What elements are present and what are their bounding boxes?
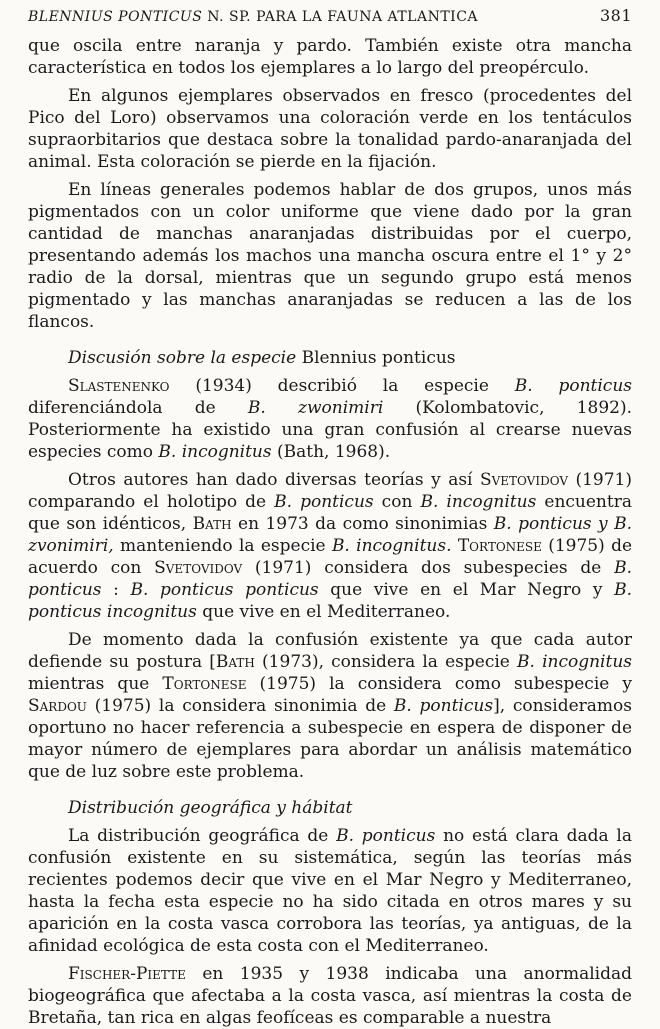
text-run: ], consideramos oportuno no hacer referencia a subespecie en espera de disponer de mayor número de ejemplares para abordar un análisis matemático que de luz sobre este problema. bbox=[28, 696, 632, 782]
species-name: B. ponticus ponticus bbox=[130, 580, 319, 600]
paragraph-distribution bbox=[28, 825, 632, 957]
text-run: con bbox=[373, 492, 421, 512]
author-name: Tortonese bbox=[457, 536, 542, 556]
text-run: (1975) la considera como subespecie y bbox=[246, 674, 632, 694]
text-run: (1973), considera la especie bbox=[254, 652, 518, 672]
text-run: (1971) comparando el holotipo de bbox=[28, 470, 632, 512]
species-name: B. incognitus bbox=[517, 652, 632, 672]
paragraph-coloration-end: que oscila entre naranja y pardo. También existe otra mancha característica en todos los ejemplares a lo largo del preopérculo. bbox=[28, 36, 632, 78]
paragraph-slastenenko bbox=[28, 375, 632, 463]
page-number: 381 bbox=[599, 6, 632, 25]
text-run: en 1935 y 1938 indicaba una anormalidad biogeográfica que afectaba a la costa vasca, así mientras la costa de Bretaña, tan rica en algas feofíceas es comparable a nuestra bbox=[28, 964, 632, 1028]
text-run: encuentra que son idénticos, bbox=[28, 492, 632, 534]
section-heading-discussion bbox=[68, 347, 632, 369]
species-name: B. ponticus bbox=[28, 558, 632, 600]
species-name: B. ponticus bbox=[274, 492, 374, 512]
running-title-species: BLENNIUS PONTICUS bbox=[28, 9, 203, 25]
species-name: B. zwonimiri bbox=[247, 398, 384, 418]
species-name: B. incognitus bbox=[158, 442, 272, 462]
species-name: B. ponticus y B. zvonimiri, bbox=[28, 514, 632, 556]
text-run: que vive en el Mediterraneo. bbox=[196, 602, 451, 622]
text-run: que vive en el Mar Negro y bbox=[318, 580, 615, 600]
text-run: : bbox=[101, 580, 131, 600]
author-name: Bath bbox=[192, 514, 232, 534]
running-header bbox=[28, 6, 632, 25]
author-name: Tortonese bbox=[162, 674, 247, 694]
text-run: manteniendo la especie bbox=[113, 536, 332, 556]
text-run: (Kolombatovic, 1892). Posteriormente ha existido una gran confusión al crearse nuevas especies como bbox=[28, 398, 632, 462]
paragraph-two-groups: En líneas generales podemos hablar de dos grupos, unos más pigmentados con un color uniforme que viene dado por la gran cantidad de manchas anaranjadas distribuidas por el cuerpo, presentando además los machos una mancha oscura entre el 1° y 2° radio de la dorsal, mientras que un segundo grupo está menos pigmentado y las manchas anaranjadas se reducen a las de los flancos. bbox=[28, 180, 632, 332]
paragraph-other-authors bbox=[28, 469, 632, 623]
text-run: (1975) la considera sinonimia de bbox=[86, 696, 394, 716]
text-run: diferenciándola de bbox=[28, 398, 248, 418]
text-run: De momento dada la confusión existente ya que cada autor defiende su postura [ bbox=[28, 630, 632, 672]
running-title bbox=[28, 9, 478, 25]
section-heading-distribution: Distribución geográfica y hábitat bbox=[68, 798, 353, 818]
author-name: Bath bbox=[215, 652, 255, 672]
heading-discussion-species: Blennius ponticus bbox=[301, 348, 456, 368]
author-name: Fischer-Piette bbox=[68, 964, 186, 984]
text-run: Otros autores han dado diversas teorías y así bbox=[68, 470, 480, 490]
text-run: La distribución geográfica de bbox=[68, 826, 337, 846]
author-name: Svetovidov bbox=[154, 558, 243, 578]
text-run: (Bath, 1968). bbox=[271, 442, 391, 462]
running-title-rest: N. SP. PARA LA FAUNA ATLANTICA bbox=[207, 9, 479, 25]
text-run: en 1973 da como sinonimias bbox=[231, 514, 494, 534]
heading-discussion-italic: Discusión sobre la especie bbox=[68, 348, 297, 368]
paragraph-confusion bbox=[28, 629, 632, 783]
species-name: B. ponticus bbox=[336, 826, 436, 846]
text-run: (1934) describió la especie bbox=[169, 376, 515, 396]
text-run: no está clara dada la confusión existente en su sistemática, según las teorías más recientes podemos decir que vive en el Mar Negro y Mediterraneo, hasta la fecha esta especie no ha sido citada en otros mares y su aparición en la costa vasca corrobora las teorías, ya antiguas, de la afinidad ecológica de esta costa con el Mediterraneo. bbox=[28, 826, 632, 956]
species-name: B. ponticus bbox=[393, 696, 494, 716]
author-name: Svetovidov bbox=[479, 470, 568, 490]
text-run: mientras que bbox=[28, 674, 163, 694]
author-name: Slastenenko bbox=[68, 376, 170, 396]
paragraph-fresh-specimens: En algunos ejemplares observados en fresco (procedentes del Pico del Loro) observamos una coloración verde en los tentáculos supraorbitarios que destaca sobre la tonalidad pardo-anaranjada del animal. Esta coloración se pierde en la fijación. bbox=[28, 86, 632, 172]
author-name: Sardou bbox=[28, 696, 87, 716]
species-name: B. incognitus. bbox=[331, 536, 452, 556]
paragraph-fischer-piette bbox=[28, 963, 632, 1029]
text-run: (1975) de acuerdo con bbox=[28, 536, 633, 578]
species-name: B. ponticus bbox=[514, 376, 632, 396]
species-name: B. ponticus incognitus bbox=[28, 580, 632, 622]
text-run: (1971) considera dos subespecies de bbox=[242, 558, 615, 578]
species-name: B. incognitus bbox=[420, 492, 537, 512]
